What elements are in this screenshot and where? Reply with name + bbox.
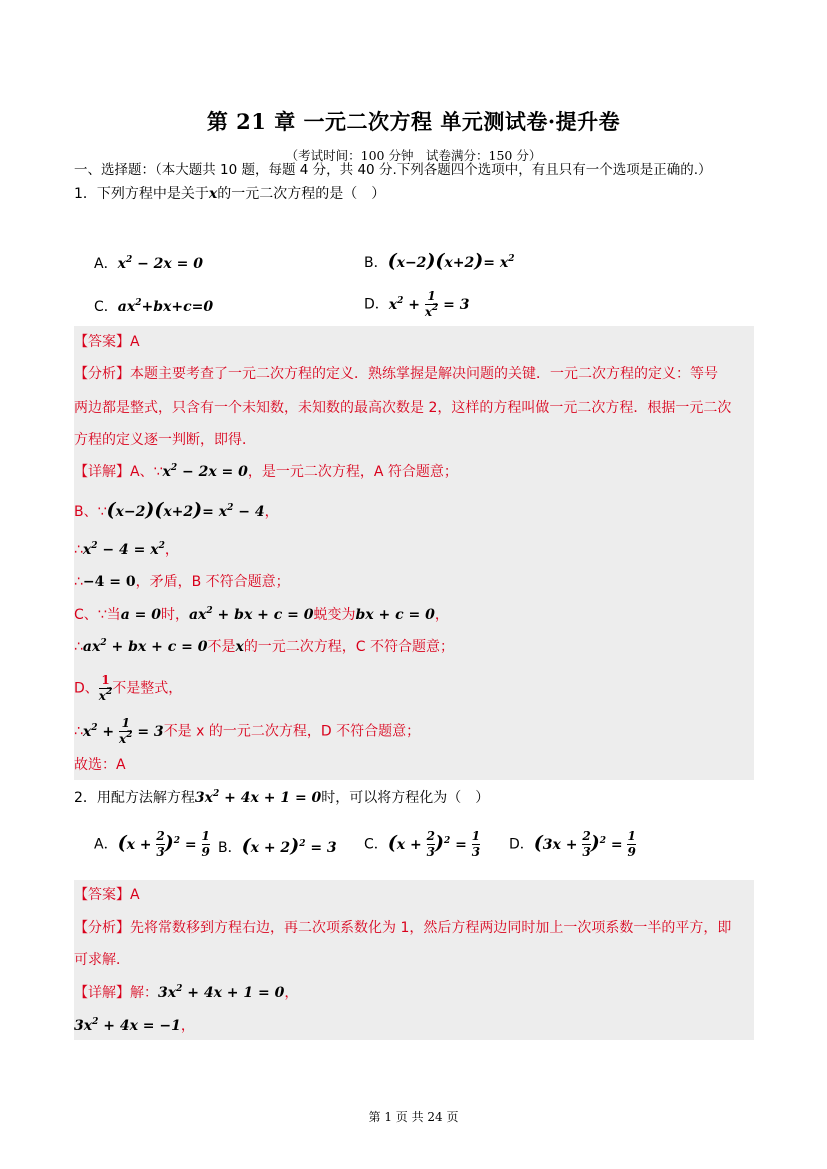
q2-detail-line-2: $3x^2 + 4x = -1$，: [74, 1017, 195, 1034]
page-subtitle: （考试时间：100 分钟 试卷满分：150 分）: [285, 148, 542, 163]
q2-option-c-formula: (x + $\frac{2}{3}$ )$^2$ = $\frac{1}{3}$: [387, 829, 481, 859]
q2-option-a: A．(x + $\frac{2}{3}$ )$^2$ = $\frac{1}{9}$: [94, 829, 210, 859]
q2-analysis-line-2: 可求解．: [74, 952, 130, 968]
q1-option-a: A．$x^2 - 2x = 0$: [94, 255, 203, 272]
q1-option-c: C．$ax^2+bx+c=0$: [94, 298, 214, 315]
page-title: 第 21 章 一元二次方程 单元测试卷·提升卷: [206, 109, 621, 134]
q1-analysis-line-2: 两边都是整式，只含有一个未知数，未知数的最高次数是 2，这样的方程叫做一元二次方程．根据一元二次: [74, 400, 732, 416]
q1-option-b: B．$(x-2)(x+2)= x^2$: [364, 250, 515, 272]
q1-detail-line-6: $\therefore ax^2$ + bx + c = 0不是x的一元二次方程，C 不符合题意；: [74, 638, 455, 655]
section-heading: 一、选择题：（本大题共 10 题，每题 4 分，共 40 分.下列各题四个选项中，有且只有一个选项是正确的.）: [74, 162, 712, 178]
q2-analysis-line-1: 【分析】先将常数移到方程右边，再二次项系数化为 1，然后方程两边同时加上一次项系数一半的平方，即: [74, 920, 732, 936]
q1-answer: 【答案】A: [74, 334, 140, 350]
q2-option-a-formula: (x + $\frac{2}{3}$ )$^2$ = $\frac{1}{9}$: [117, 829, 210, 859]
q2-detail-line-1: 【详解】解：$3x^2 + 4x + 1 = 0$，: [74, 984, 299, 1001]
q1-analysis-line-1: 【分析】本题主要考查了一元二次方程的定义．熟练掌握是解决问题的关键．一元二次方程的定义：等号: [74, 366, 718, 382]
q1-option-a-formula: $x^2 - 2x = 0$: [117, 255, 203, 272]
q1-detail-line-8: $\therefore x^2$ + $\frac{1}{x^2}$ = 3不是 x 的一元二次方程，D 不符合题意；: [74, 716, 421, 746]
q2-option-d: D．(3x + $\frac{2}{3}$ )$^2$ = $\frac{1}{9}$: [509, 829, 636, 859]
q2-answer: 【答案】A: [74, 887, 140, 903]
q1-conclusion: 故选：A: [74, 757, 126, 773]
q1-detail-line-7: D、 $\frac{1}{x^2}$ 不是整式，: [74, 673, 183, 703]
q1-option-b-formula: $(x-2)(x+2)= x^2$: [387, 250, 515, 272]
q1-detail-line-5: C、∵当a = 0时，$ax^2$ + bx + c = 0蜕变为bx + c = 0，: [74, 606, 449, 623]
q1-detail-line-1: 【详解】A、$\because x^2 - 2x = 0$，是一元二次方程，A 符合题意；: [74, 463, 458, 480]
q2-option-b-formula: $(x + 2)^2 = 3$: [241, 835, 337, 857]
q2-option-d-formula: (3x + $\frac{2}{3}$ )$^2$ = $\frac{1}{9}$: [533, 829, 636, 859]
q2-option-c: C．(x + $\frac{2}{3}$ )$^2$ = $\frac{1}{3}$: [364, 829, 481, 859]
q2-option-b: B．$(x + 2)^2 = 3$: [218, 835, 337, 857]
question-1-stem: 1．下列方程中是关于x的一元二次方程的是（ ）: [74, 186, 386, 202]
q1-analysis-line-3: 方程的定义逐一判断，即得．: [74, 432, 256, 448]
q1-detail-line-4: ∴−4 = 0，矛盾，B 不符合题意；: [74, 574, 290, 590]
q1-detail-line-3: $\therefore x^2 - 4 = x^2$，: [74, 541, 179, 558]
q1-detail-line-2: B、∵(x−2)(x+2)= $x^2 - 4$，: [74, 499, 279, 521]
question-2-stem: 2．用配方法解方程$3x^2 + 4x + 1 = 0$时，可以将方程化为（ ）: [74, 789, 490, 806]
q1-option-d: D．$x^2$ + $\frac{1}{x^2}$ = 3: [364, 289, 470, 319]
q1-option-d-formula: $x^2$ + $\frac{1}{x^2}$ = 3: [388, 289, 470, 319]
q1-option-c-formula: $ax^2+bx+c=0$: [117, 298, 214, 315]
page-footer: 第 1 页 共 24 页: [368, 1110, 459, 1124]
